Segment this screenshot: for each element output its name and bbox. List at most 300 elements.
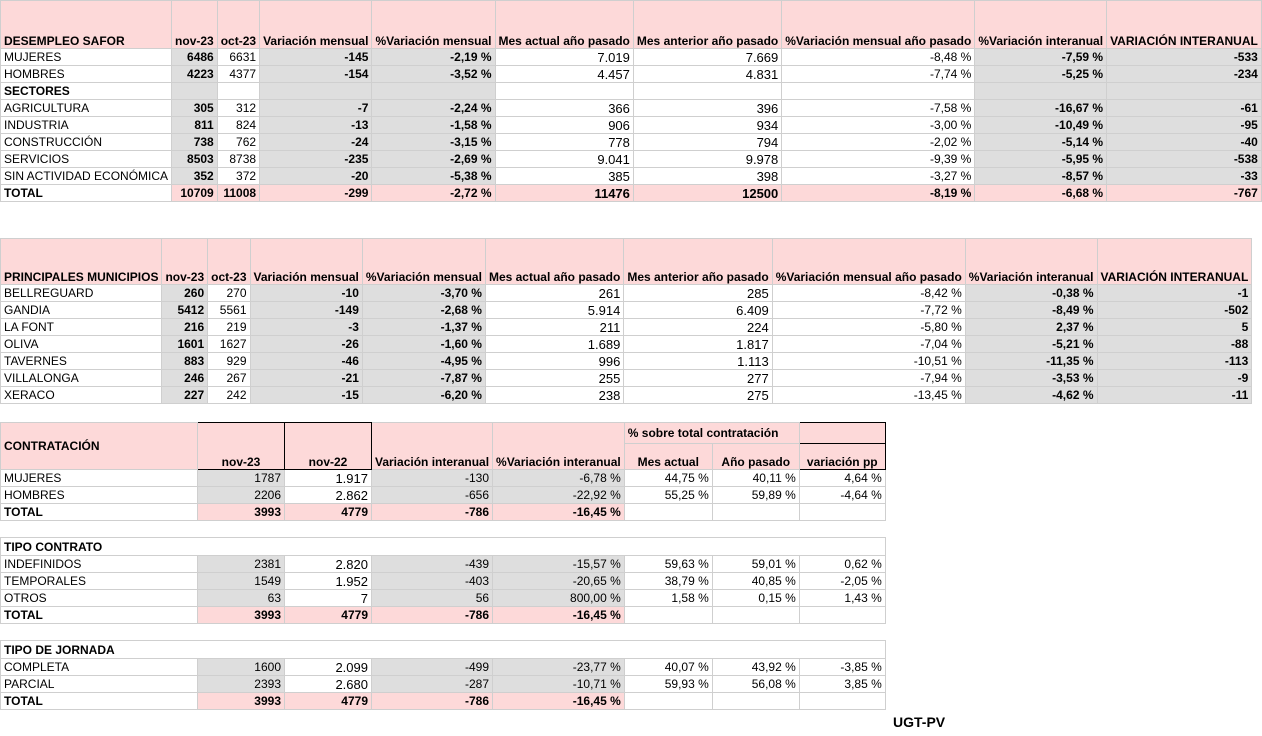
cell-value: 929 bbox=[208, 353, 250, 370]
cell-value: -2,72 % bbox=[372, 185, 495, 202]
cell-value: -7,87 % bbox=[362, 370, 485, 387]
cell-value: 1.113 bbox=[624, 353, 772, 370]
cell-value: -0,38 % bbox=[965, 285, 1097, 302]
cell-value: 4223 bbox=[172, 66, 218, 83]
cell-value: 5.914 bbox=[485, 302, 623, 319]
cell-value: -3,53 % bbox=[965, 370, 1097, 387]
cell-value: 59,93 % bbox=[624, 676, 712, 693]
cell-value bbox=[799, 693, 885, 710]
cell-value: -1 bbox=[1097, 285, 1252, 302]
cell-value: -1,37 % bbox=[362, 319, 485, 336]
cell-value: -20 bbox=[260, 168, 372, 185]
cell-value: -154 bbox=[260, 66, 372, 83]
cell-value: -16,45 % bbox=[493, 693, 625, 710]
col-header: nov-23 bbox=[198, 423, 285, 470]
cell-value: 43,92 % bbox=[712, 659, 799, 676]
cell-value: 4779 bbox=[285, 693, 372, 710]
cell-value: 59,63 % bbox=[624, 556, 712, 573]
cell-value: 1627 bbox=[208, 336, 250, 353]
cell-value: -3,27 % bbox=[782, 168, 975, 185]
cell-value: -3 bbox=[250, 319, 362, 336]
sectores-heading-row bbox=[1, 83, 1262, 100]
cell-value: 40,85 % bbox=[712, 573, 799, 590]
col-header: nov-22 bbox=[285, 423, 372, 470]
cell-value: -22,92 % bbox=[493, 487, 625, 504]
cell-value: -656 bbox=[372, 487, 493, 504]
cell-value: 811 bbox=[172, 117, 218, 134]
cell-value: -3,00 % bbox=[782, 117, 975, 134]
cell-value: 9.978 bbox=[633, 151, 781, 168]
row-label: GANDIA bbox=[1, 302, 162, 319]
cell-value: -5,14 % bbox=[975, 134, 1107, 151]
sectores-rows bbox=[1, 100, 1262, 185]
cell-value: 59,01 % bbox=[712, 556, 799, 573]
cell-value: 59,89 % bbox=[712, 487, 799, 504]
tipo-jornada-label: TIPO DE JORNADA bbox=[1, 641, 886, 659]
data-row bbox=[1, 590, 886, 607]
cell-value: 2393 bbox=[198, 676, 285, 693]
cell-value: 738 bbox=[172, 134, 218, 151]
cell-value: -5,25 % bbox=[975, 66, 1107, 83]
cell-value bbox=[712, 607, 799, 624]
cell-value: 1.917 bbox=[285, 470, 372, 487]
cell-value: 63 bbox=[198, 590, 285, 607]
data-row bbox=[1, 285, 1252, 302]
cell-value: -88 bbox=[1097, 336, 1252, 353]
cell-value: -15,57 % bbox=[493, 556, 625, 573]
cell-value: 242 bbox=[208, 387, 250, 404]
cell-value: -9 bbox=[1097, 370, 1252, 387]
cell-value: -149 bbox=[250, 302, 362, 319]
cell-value: 12500 bbox=[633, 185, 781, 202]
cell-value: 2.820 bbox=[285, 556, 372, 573]
cell-value: 267 bbox=[208, 370, 250, 387]
row-label: TOTAL bbox=[1, 185, 172, 202]
cell-value: -3,52 % bbox=[372, 66, 495, 83]
desempleo-title: DESEMPLEO SAFOR bbox=[1, 1, 172, 49]
cell-value: -46 bbox=[250, 353, 362, 370]
cell-value: 906 bbox=[495, 117, 633, 134]
col-header: oct-23 bbox=[208, 239, 250, 285]
cell-value: 56 bbox=[372, 590, 493, 607]
cell-value: -4,95 % bbox=[362, 353, 485, 370]
contratacion-total-1 bbox=[1, 504, 886, 521]
cell-value: 4.457 bbox=[495, 66, 633, 83]
col-header: %Variación mensual bbox=[362, 239, 485, 285]
row-label: SIN ACTIVIDAD ECONÓMICA bbox=[1, 168, 172, 185]
cell-value: -234 bbox=[1107, 66, 1262, 83]
col-header: VARIACIÓN INTERANUAL bbox=[1107, 1, 1262, 49]
cell-value: -2,05 % bbox=[799, 573, 885, 590]
cell-value: -10 bbox=[250, 285, 362, 302]
col-header: Mes anterior año pasado bbox=[633, 1, 781, 49]
cell-value: 40,07 % bbox=[624, 659, 712, 676]
col-header: %Variación mensual año pasado bbox=[772, 239, 965, 285]
sectores-label: SECTORES bbox=[1, 83, 172, 100]
cell-value: 4377 bbox=[217, 66, 259, 83]
cell-value: -16,45 % bbox=[493, 504, 625, 521]
cell-value: -113 bbox=[1097, 353, 1252, 370]
cell-value: -2,02 % bbox=[782, 134, 975, 151]
cell-value: -538 bbox=[1107, 151, 1262, 168]
cell-value: 2.099 bbox=[285, 659, 372, 676]
cell-value: 762 bbox=[217, 134, 259, 151]
cell-value: -16,45 % bbox=[493, 607, 625, 624]
row-label: COMPLETA bbox=[1, 659, 198, 676]
desempleo-table bbox=[0, 0, 1262, 238]
contratacion-total-2 bbox=[1, 607, 886, 624]
cell-value: 1,58 % bbox=[624, 590, 712, 607]
cell-value: 3,85 % bbox=[799, 676, 885, 693]
cell-value: 0,62 % bbox=[799, 556, 885, 573]
data-row bbox=[1, 470, 886, 487]
row-label: TEMPORALES bbox=[1, 573, 198, 590]
col-header: Mes actual año pasado bbox=[485, 239, 623, 285]
cell-value: 794 bbox=[633, 134, 781, 151]
cell-value: 1.952 bbox=[285, 573, 372, 590]
cell-value: -7,59 % bbox=[975, 49, 1107, 66]
cell-value: -2,68 % bbox=[362, 302, 485, 319]
col-header: %Variación interanual bbox=[975, 1, 1107, 49]
row-label: INDEFINIDOS bbox=[1, 556, 198, 573]
col-header: Mes anterior año pasado bbox=[624, 239, 772, 285]
cell-value: 824 bbox=[217, 117, 259, 134]
cell-value bbox=[799, 607, 885, 624]
cell-value: -767 bbox=[1107, 185, 1262, 202]
cell-value: -5,95 % bbox=[975, 151, 1107, 168]
cell-value: 5 bbox=[1097, 319, 1252, 336]
cell-value: 934 bbox=[633, 117, 781, 134]
col-header: nov-23 bbox=[162, 239, 208, 285]
cell-value: -4,62 % bbox=[965, 387, 1097, 404]
cell-value: 8738 bbox=[217, 151, 259, 168]
col-header: %Variación mensual año pasado bbox=[782, 1, 975, 49]
cell-value: -299 bbox=[260, 185, 372, 202]
cell-value: 305 bbox=[172, 100, 218, 117]
cell-value: 1600 bbox=[198, 659, 285, 676]
municipios-title: PRINCIPALES MUNICIPIOS bbox=[1, 239, 162, 285]
col-header: VARIACIÓN INTERANUAL bbox=[1097, 239, 1252, 285]
cell-value: -21 bbox=[250, 370, 362, 387]
cell-value: -499 bbox=[372, 659, 493, 676]
cell-value: -130 bbox=[372, 470, 493, 487]
cell-value: -8,42 % bbox=[772, 285, 965, 302]
col-header: Variación interanual bbox=[372, 423, 493, 470]
cell-value bbox=[712, 504, 799, 521]
tipo-jornada-rows bbox=[1, 659, 886, 693]
cell-value: 996 bbox=[485, 353, 623, 370]
cell-value: 6631 bbox=[217, 49, 259, 66]
data-row bbox=[1, 487, 886, 504]
cell-value: 1787 bbox=[198, 470, 285, 487]
cell-value: 366 bbox=[495, 100, 633, 117]
cell-value: 2381 bbox=[198, 556, 285, 573]
cell-value: -6,20 % bbox=[362, 387, 485, 404]
cell-value: 219 bbox=[208, 319, 250, 336]
tipo-contrato-rows bbox=[1, 556, 886, 607]
cell-value bbox=[624, 504, 712, 521]
cell-value: -15 bbox=[250, 387, 362, 404]
cell-value: -5,80 % bbox=[772, 319, 965, 336]
data-row bbox=[1, 659, 886, 676]
cell-value: 56,08 % bbox=[712, 676, 799, 693]
cell-value: 312 bbox=[217, 100, 259, 117]
row-label: CONSTRUCCIÓN bbox=[1, 134, 172, 151]
cell-value: -11,35 % bbox=[965, 353, 1097, 370]
cell-value bbox=[799, 504, 885, 521]
cell-value: 285 bbox=[624, 285, 772, 302]
cell-value: -235 bbox=[260, 151, 372, 168]
row-label: VILLALONGA bbox=[1, 370, 162, 387]
cell-value: 4.831 bbox=[633, 66, 781, 83]
cell-value: 1601 bbox=[162, 336, 208, 353]
data-row bbox=[1, 676, 886, 693]
cell-value: -7,74 % bbox=[782, 66, 975, 83]
municipios-table bbox=[0, 238, 1252, 404]
cell-value: 1,43 % bbox=[799, 590, 885, 607]
cell-value: -7,94 % bbox=[772, 370, 965, 387]
municipios-header-row bbox=[1, 239, 1252, 285]
cell-value: -439 bbox=[372, 556, 493, 573]
cell-value: -95 bbox=[1107, 117, 1262, 134]
cell-value: -13 bbox=[260, 117, 372, 134]
contratacion-total-3 bbox=[1, 693, 886, 710]
cell-value: 4779 bbox=[285, 504, 372, 521]
col-header: nov-23 bbox=[172, 1, 218, 49]
total-row bbox=[1, 693, 886, 710]
sub-header: variación pp bbox=[799, 444, 885, 470]
cell-value: 261 bbox=[485, 285, 623, 302]
cell-value: -1,58 % bbox=[372, 117, 495, 134]
cell-value: 352 bbox=[172, 168, 218, 185]
cell-value: -5,21 % bbox=[965, 336, 1097, 353]
tipo-contrato-label: TIPO CONTRATO bbox=[1, 538, 886, 556]
data-row bbox=[1, 66, 1262, 83]
tipo-contrato-heading-row bbox=[1, 538, 886, 556]
cell-value: 55,25 % bbox=[624, 487, 712, 504]
data-row bbox=[1, 573, 886, 590]
cell-value: -403 bbox=[372, 573, 493, 590]
cell-value: 40,11 % bbox=[712, 470, 799, 487]
row-label: SERVICIOS bbox=[1, 151, 172, 168]
row-label: TOTAL bbox=[1, 693, 198, 710]
cell-value: 38,79 % bbox=[624, 573, 712, 590]
cell-value: 800,00 % bbox=[493, 590, 625, 607]
cell-value: -8,48 % bbox=[782, 49, 975, 66]
cell-value: -10,71 % bbox=[493, 676, 625, 693]
cell-value: 396 bbox=[633, 100, 781, 117]
col-header: oct-23 bbox=[217, 1, 259, 49]
cell-value: 224 bbox=[624, 319, 772, 336]
cell-value: 372 bbox=[217, 168, 259, 185]
cell-value bbox=[624, 607, 712, 624]
cell-value bbox=[712, 693, 799, 710]
cell-value: -10,49 % bbox=[975, 117, 1107, 134]
cell-value: -13,45 % bbox=[772, 387, 965, 404]
cell-value: 2.862 bbox=[285, 487, 372, 504]
cell-value: 398 bbox=[633, 168, 781, 185]
data-row bbox=[1, 151, 1262, 168]
row-label: OTROS bbox=[1, 590, 198, 607]
cell-value: -786 bbox=[372, 607, 493, 624]
col-header: Variación mensual bbox=[260, 1, 372, 49]
cell-value: -2,24 % bbox=[372, 100, 495, 117]
cell-value: 277 bbox=[624, 370, 772, 387]
cell-value: 260 bbox=[162, 285, 208, 302]
cell-value: 211 bbox=[485, 319, 623, 336]
cell-value: 5412 bbox=[162, 302, 208, 319]
total-row bbox=[1, 504, 886, 521]
col-header: Mes actual año pasado bbox=[495, 1, 633, 49]
data-row bbox=[1, 302, 1252, 319]
sub-header: Año pasado bbox=[712, 444, 799, 470]
cell-value: -7,72 % bbox=[772, 302, 965, 319]
cell-value: -24 bbox=[260, 134, 372, 151]
cell-value: 3993 bbox=[198, 504, 285, 521]
cell-value: 385 bbox=[495, 168, 633, 185]
cell-value: -3,70 % bbox=[362, 285, 485, 302]
data-row bbox=[1, 117, 1262, 134]
cell-value: -6,68 % bbox=[975, 185, 1107, 202]
row-label: XERACO bbox=[1, 387, 162, 404]
footer-brand: UGT-PV bbox=[893, 714, 946, 730]
cell-value: 255 bbox=[485, 370, 623, 387]
cell-value: 6.409 bbox=[624, 302, 772, 319]
cell-value: -4,64 % bbox=[799, 487, 885, 504]
cell-value: 216 bbox=[162, 319, 208, 336]
cell-value: 2,37 % bbox=[965, 319, 1097, 336]
contratacion-header-row-1 bbox=[1, 423, 886, 444]
data-row bbox=[1, 49, 1262, 66]
cell-value: -533 bbox=[1107, 49, 1262, 66]
cell-value bbox=[624, 693, 712, 710]
cell-value: 7.019 bbox=[495, 49, 633, 66]
cell-value: 4,64 % bbox=[799, 470, 885, 487]
cell-value: -8,57 % bbox=[975, 168, 1107, 185]
cell-value: 275 bbox=[624, 387, 772, 404]
data-row bbox=[1, 168, 1262, 185]
cell-value: 7 bbox=[285, 590, 372, 607]
cell-value: -7,58 % bbox=[782, 100, 975, 117]
cell-value: 6486 bbox=[172, 49, 218, 66]
row-label: PARCIAL bbox=[1, 676, 198, 693]
row-label: HOMBRES bbox=[1, 487, 198, 504]
cell-value: -40 bbox=[1107, 134, 1262, 151]
cell-value: 2206 bbox=[198, 487, 285, 504]
cell-value: 11008 bbox=[217, 185, 259, 202]
row-label: TAVERNES bbox=[1, 353, 162, 370]
row-label: BELLREGUARD bbox=[1, 285, 162, 302]
col-header: %Variación interanual bbox=[493, 423, 625, 470]
cell-value: -7 bbox=[260, 100, 372, 117]
cell-value: -8,49 % bbox=[965, 302, 1097, 319]
row-label: OLIVA bbox=[1, 336, 162, 353]
contratacion-gender-rows bbox=[1, 470, 886, 504]
row-label: MUJERES bbox=[1, 470, 198, 487]
cell-value: -145 bbox=[260, 49, 372, 66]
row-label: MUJERES bbox=[1, 49, 172, 66]
cell-value: 7.669 bbox=[633, 49, 781, 66]
cell-value: 44,75 % bbox=[624, 470, 712, 487]
cell-value: 8503 bbox=[172, 151, 218, 168]
data-row bbox=[1, 370, 1252, 387]
cell-value: 270 bbox=[208, 285, 250, 302]
cell-value: 3993 bbox=[198, 693, 285, 710]
cell-value: -1,60 % bbox=[362, 336, 485, 353]
cell-value: -502 bbox=[1097, 302, 1252, 319]
total-row bbox=[1, 185, 1262, 202]
cell-value: 0,15 % bbox=[712, 590, 799, 607]
municipios-rows bbox=[1, 285, 1252, 404]
cell-value: -3,15 % bbox=[372, 134, 495, 151]
row-label: INDUSTRIA bbox=[1, 117, 172, 134]
cell-value: 10709 bbox=[172, 185, 218, 202]
cell-value: 1549 bbox=[198, 573, 285, 590]
data-row bbox=[1, 353, 1252, 370]
row-label: HOMBRES bbox=[1, 66, 172, 83]
cell-value: -287 bbox=[372, 676, 493, 693]
sub-header: Mes actual bbox=[624, 444, 712, 470]
cell-value: 9.041 bbox=[495, 151, 633, 168]
data-row bbox=[1, 134, 1262, 151]
group-header: % sobre total contratación bbox=[624, 423, 799, 444]
cell-value: 11476 bbox=[495, 185, 633, 202]
data-row bbox=[1, 336, 1252, 353]
row-label: TOTAL bbox=[1, 607, 198, 624]
row-label: LA FONT bbox=[1, 319, 162, 336]
contratacion-table bbox=[0, 422, 886, 710]
col-header: %Variación interanual bbox=[965, 239, 1097, 285]
cell-value: -3,85 % bbox=[799, 659, 885, 676]
cell-value: 2.680 bbox=[285, 676, 372, 693]
cell-value: -786 bbox=[372, 504, 493, 521]
cell-value: 246 bbox=[162, 370, 208, 387]
cell-value: -61 bbox=[1107, 100, 1262, 117]
cell-value: 5561 bbox=[208, 302, 250, 319]
cell-value: 883 bbox=[162, 353, 208, 370]
cell-value: 3993 bbox=[198, 607, 285, 624]
row-label: AGRICULTURA bbox=[1, 100, 172, 117]
contratacion-title: CONTRATACIÓN bbox=[1, 423, 198, 470]
cell-value: -10,51 % bbox=[772, 353, 965, 370]
tipo-jornada-heading-row bbox=[1, 641, 886, 659]
cell-value: -9,39 % bbox=[782, 151, 975, 168]
desempleo-header-row bbox=[1, 1, 1262, 49]
data-row bbox=[1, 319, 1252, 336]
desempleo-total-row bbox=[1, 185, 1262, 202]
cell-value: -26 bbox=[250, 336, 362, 353]
row-label: TOTAL bbox=[1, 504, 198, 521]
data-row bbox=[1, 556, 886, 573]
cell-value: 778 bbox=[495, 134, 633, 151]
cell-value: -23,77 % bbox=[493, 659, 625, 676]
cell-value: 4779 bbox=[285, 607, 372, 624]
cell-value: -786 bbox=[372, 693, 493, 710]
cell-value: 238 bbox=[485, 387, 623, 404]
cell-value: -33 bbox=[1107, 168, 1262, 185]
cell-value: 227 bbox=[162, 387, 208, 404]
desempleo-gender-rows bbox=[1, 49, 1262, 83]
cell-value: -8,19 % bbox=[782, 185, 975, 202]
total-row bbox=[1, 607, 886, 624]
cell-value: -6,78 % bbox=[493, 470, 625, 487]
cell-value: -20,65 % bbox=[493, 573, 625, 590]
cell-value: -11 bbox=[1097, 387, 1252, 404]
cell-value: 1.689 bbox=[485, 336, 623, 353]
cell-value: -16,67 % bbox=[975, 100, 1107, 117]
cell-value: -5,38 % bbox=[372, 168, 495, 185]
data-row bbox=[1, 100, 1262, 117]
